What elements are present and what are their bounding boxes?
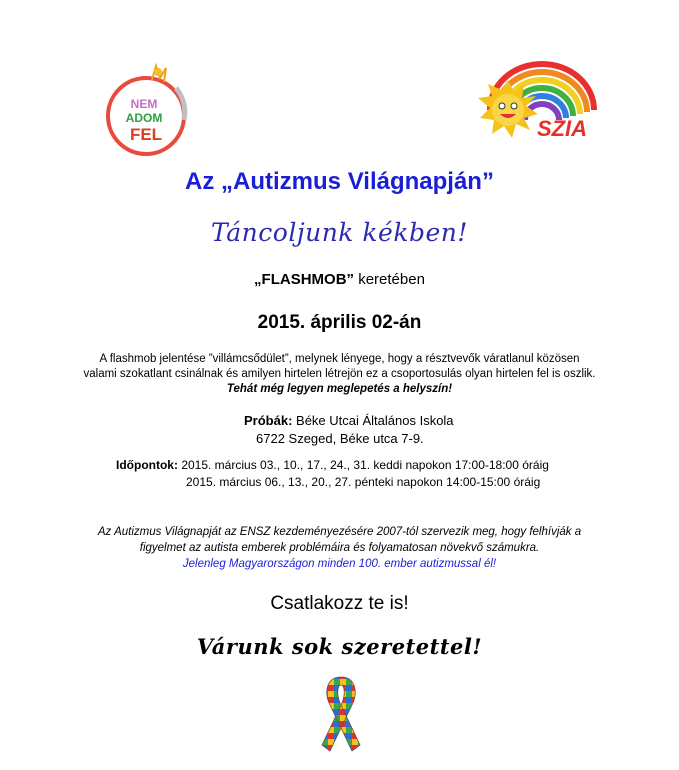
idopontok-line-1: 2015. március 03., 10., 17., 24., 31. keddi napokon 17:00-18:00 óráig — [177, 458, 549, 472]
event-date: 2015. április 02-án — [257, 312, 422, 333]
subtitle: Táncoljunk kékben! — [211, 218, 468, 247]
nem-adom-fel-logo — [100, 58, 192, 158]
description-line-2: valami szokatlant csinálnak és amilyen hirtelen létrejön ez a csoportosulás olyan hirtelen fel is oszlik. — [83, 368, 596, 380]
flashmob-rest: keretében — [354, 271, 425, 288]
join-callout: Csatlakozz te is! — [270, 593, 409, 614]
probak-line-1: Béke Utcai Általános Iskola — [292, 413, 454, 428]
rehearsal-times — [116, 457, 549, 491]
szia-text: SZIA — [536, 116, 588, 141]
info-line-3: Jelenleg Magyarországon minden 100. ember autizmussal él! — [182, 558, 497, 570]
info-paragraph — [0, 524, 679, 572]
logo-line-2: ADOM — [125, 111, 163, 125]
welcome-message: Várunk sok szeretettel! — [196, 634, 483, 659]
logo-line-1: NEM — [130, 97, 158, 111]
probak-line-2: 6722 Szeged, Béke utca 7-9. — [256, 431, 424, 446]
flashmob-line — [0, 271, 679, 288]
page-title: Az „Autizmus Világnapján” — [185, 168, 494, 195]
info-line-1: Az Autizmus Világnapját az ENSZ kezdeményezésére 2007-tól szervezik meg, hogy felhívják a — [97, 526, 582, 538]
description-emphasis: Tehát még legyen meglepetés a helyszín! — [226, 383, 453, 395]
description-line-1: A flashmob jelentése ”villámcsődület”, melynek lényege, hogy a résztvevők váratlanul közösen — [99, 353, 580, 365]
puzzle-ribbon-icon — [316, 673, 366, 755]
probak-label: Próbák: — [244, 413, 293, 428]
info-line-2: figyelmet az autista emberek problémáira és folyamatosan növekvő számukra. — [139, 542, 540, 554]
rehearsal-location — [244, 412, 454, 448]
description — [0, 352, 679, 397]
logo-line-3: FEL — [129, 125, 163, 144]
szia-sun-logo — [470, 58, 600, 158]
idopontok-label: Időpontok: — [116, 458, 178, 472]
flashmob-label: „FLASHMOB” — [254, 271, 355, 288]
idopontok-line-2: 2015. március 06., 13., 20., 27. pénteki napokon 14:00-15:00 óráig — [186, 475, 541, 489]
